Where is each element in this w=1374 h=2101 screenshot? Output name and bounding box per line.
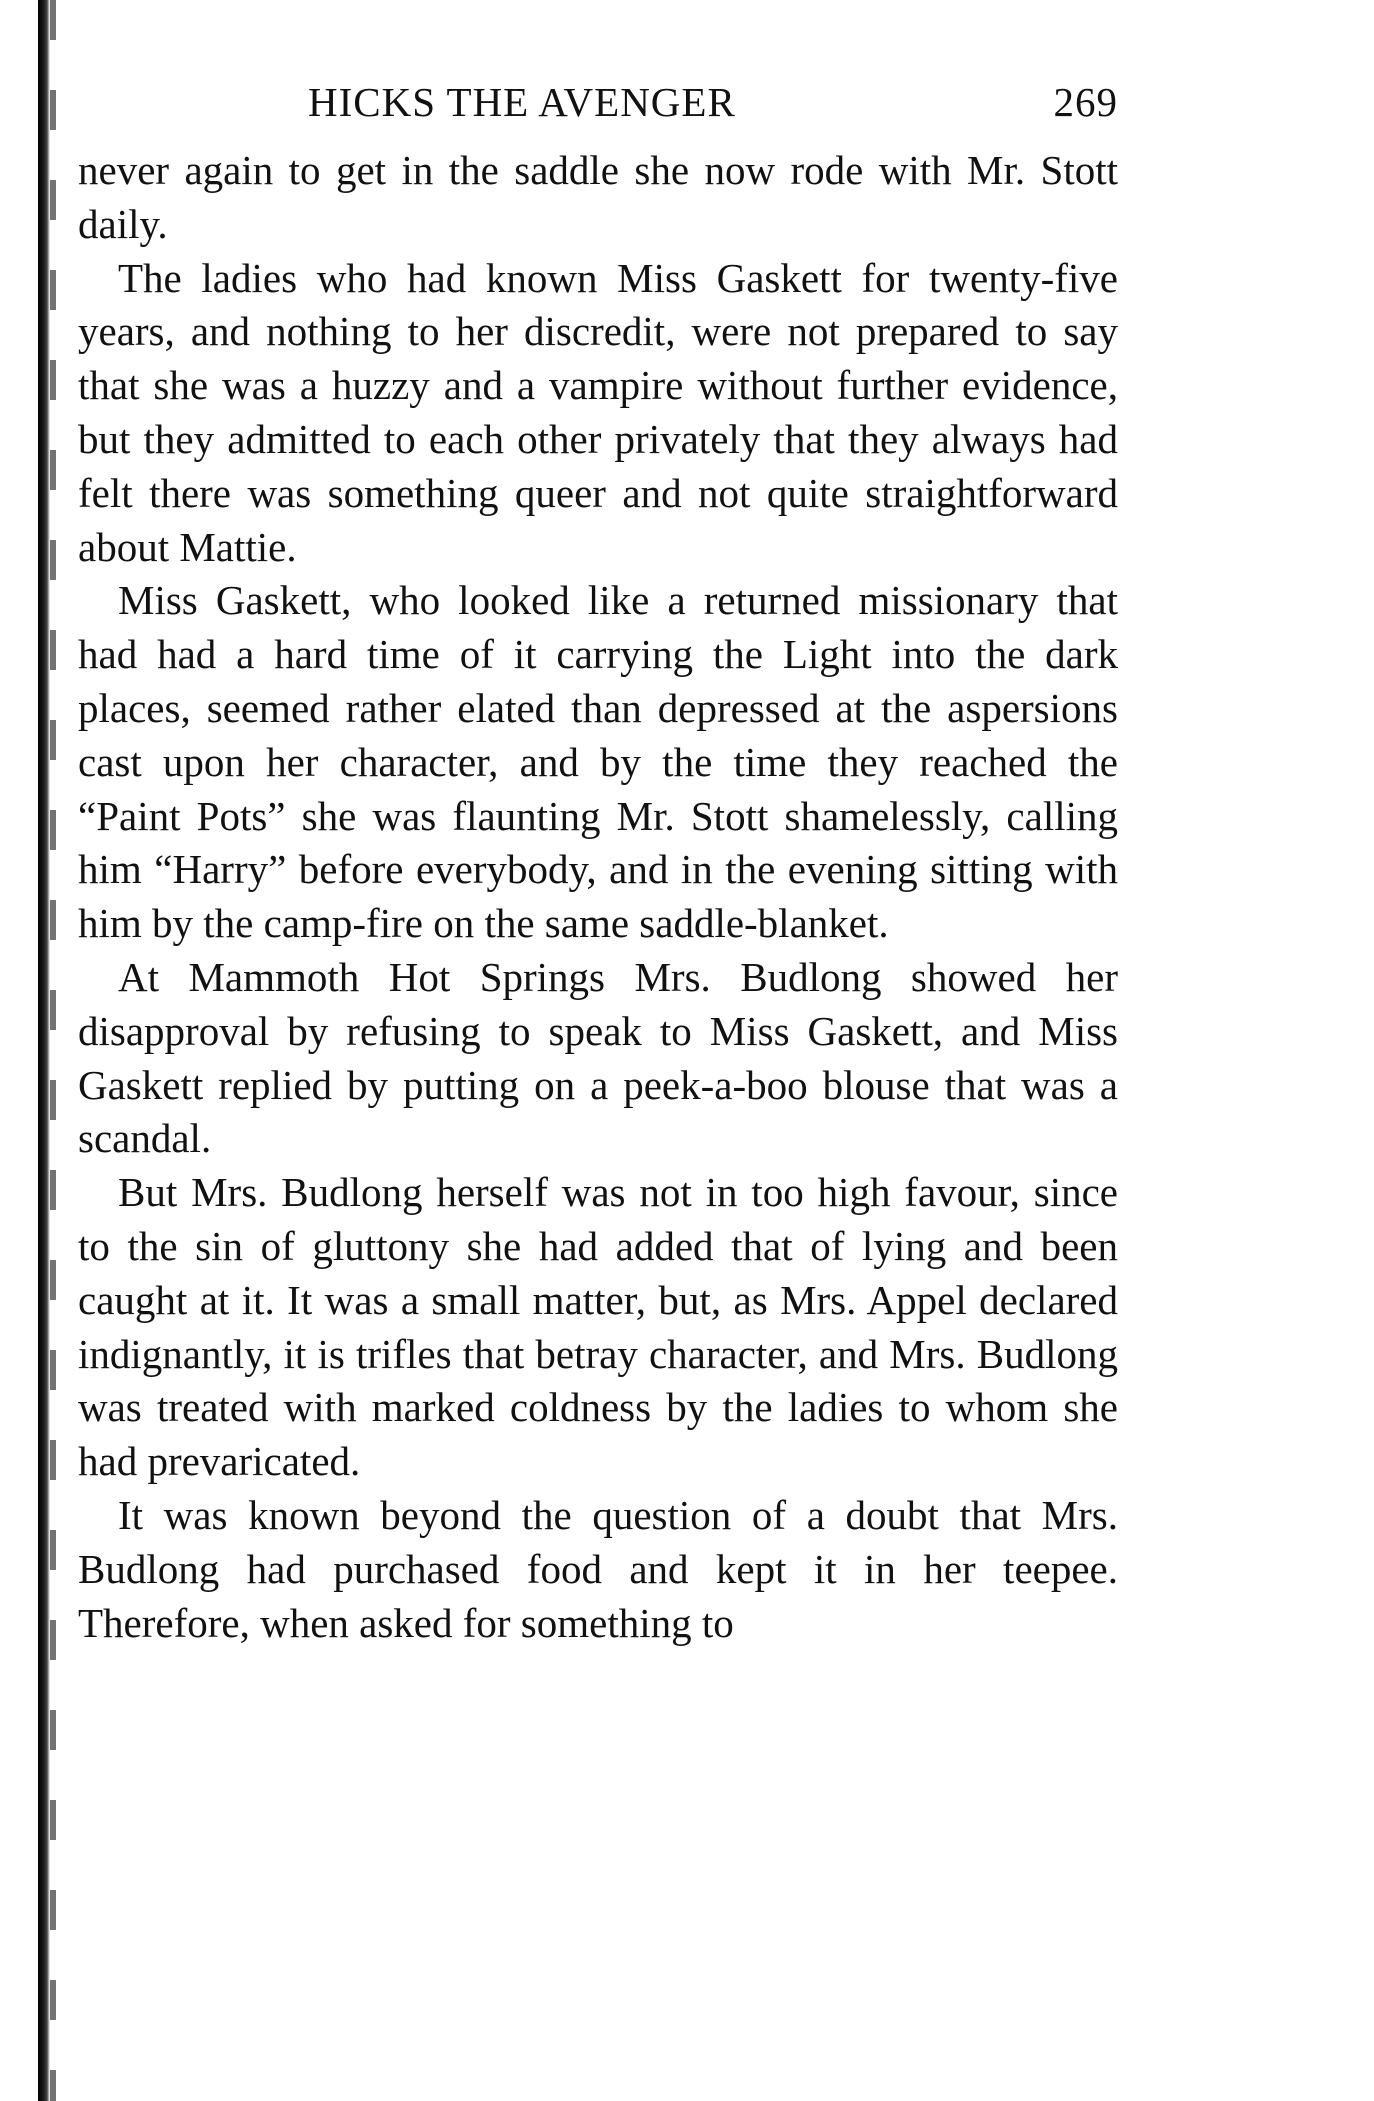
- running-head: [78, 78, 1118, 144]
- paragraph-4: At Mammoth Hot Springs Mrs. Budlong showed her disapproval by refusing to speak to Miss Gaskett, and Miss Gaskett replied by putting on a peek-a-boo blouse that was a scandal.: [78, 953, 1118, 1162]
- page-number: 269: [1053, 79, 1118, 125]
- running-title: HICKS THE AVENGER: [308, 79, 736, 125]
- paragraph-6: It was known beyond the question of a doubt that Mrs. Budlong had purchased food and kept it in her teepee. Therefore, when asked for something to: [78, 1491, 1118, 1646]
- paragraph-5: But Mrs. Budlong herself was not in too high favour, since to the sin of gluttony she had added that of lying and been caught at it. It was a small matter, but, as Mrs. Appel declared indignantly, it is trifles that betray character, and Mrs. Budlong was treated with marked coldness by the ladies to whom she had prevaricated.: [78, 1169, 1118, 1485]
- paragraph-2: The ladies who had known Miss Gaskett for twenty-five years, and nothing to her discredit, were not prepared to say that she was a huzzy and a vampire without further evidence, but they admitted to each other privately that they always had felt there was something queer and not quite straightforward about Mattie.: [78, 254, 1118, 570]
- paragraph-3: Miss Gaskett, who looked like a returned missionary that had had a hard time of it carrying the Light into the dark places, seemed rather elated than depressed at the aspersions cast upon her character, and by the time they reached the “Paint Pots” she was flaunting Mr. Stott shamelessly, calling him “Harry” before everybody, and in the evening sitting with him by the camp-fire on the same saddle-blanket.: [78, 577, 1118, 947]
- paragraph-1: never again to get in the saddle she now rode with Mr. Stott daily.: [78, 147, 1118, 247]
- body-text: [78, 144, 1118, 1650]
- book-page: [78, 78, 1118, 1650]
- binding-edge: [38, 0, 50, 2101]
